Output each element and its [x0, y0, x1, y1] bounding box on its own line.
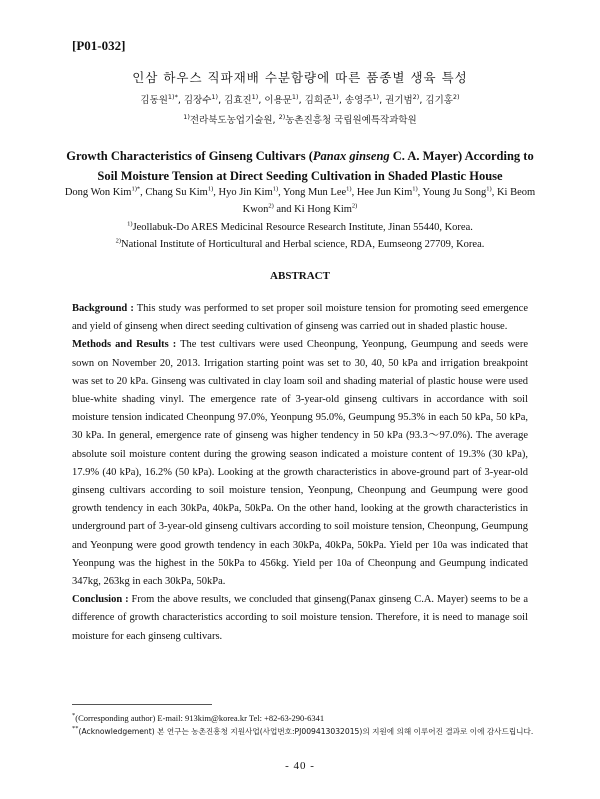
paragraph-label: Methods and Results : [72, 339, 177, 351]
footnote-text: (Corresponding author) E-mail: 913kim@korea.kr Tel: +82-63-290-6341 [75, 713, 325, 723]
ko-author-sup: 1) [211, 92, 219, 101]
ko-affil-sup: 1) [183, 112, 190, 121]
ko-author-name: 김장수 [183, 95, 212, 106]
en-author-sup: 1) [486, 185, 492, 193]
footnote [72, 725, 542, 738]
en-author-name: Ki Hong Kim [294, 204, 352, 215]
en-author-sup: 1)* [131, 185, 141, 193]
en-affil-sup: 1) [127, 220, 133, 228]
english-affiliations [60, 219, 540, 253]
en-author-name: Hee Jun Kim [356, 187, 413, 198]
paragraph-label: Background : [72, 303, 134, 314]
en-author-sup: 1) [207, 185, 214, 193]
en-author-name: Dong Won Kim [64, 187, 132, 198]
english-title-part1: Growth Characteristics of Ginseng Cultivars ( [66, 149, 313, 163]
ko-affil-text: 전라북도농업기술원 [189, 115, 273, 126]
korean-authors: 김동원$^{1)*}$, 김장수$^{1)}$, 김효진$^{1)}$, 이용문$^{1)}$, 김희준$^{1)}$, 송영주$^{1)}$, 권기범$^{2)}$, 김기홍$^{2)}$ [140, 92, 460, 106]
page-number: - 40 - [285, 760, 315, 772]
ko-author-sup: 1) [291, 92, 299, 101]
ko-author-sup: 1) [251, 92, 259, 101]
korean-title: 인삼 하우스 직파재배 수분함량에 따른 품종별 생육 특성 [132, 70, 468, 85]
footnote-text: (Acknowledgement) 본 연구는 농촌진흥청 지원사업(사업번호:PJ009413032015)의 지원에 의해 이루어진 결과로 이에 감사드립니다. [78, 727, 534, 736]
footnote [72, 712, 542, 725]
abstract-code: [P01-032] [72, 38, 126, 53]
ko-author-sup: 1) [372, 92, 380, 101]
en-author-name: Chang Su Kim [145, 187, 208, 198]
en-affil-text: Jeollabuk-Do ARES Medicinal Resource Research Institute, Jinan 55440, Korea. [132, 222, 473, 233]
en-author-name: Young Ju Song [422, 187, 487, 198]
paragraph-text: This study was performed to set proper soil moisture tension for promoting seed emergence and yield of ginseng when direct seeding cultivation of ginseng was carried out in shaded plastic house. [72, 303, 528, 333]
footnotes [72, 712, 542, 738]
en-author-name: Yong Mun Lee [283, 187, 347, 198]
ko-author-name: 김희준 [304, 95, 333, 106]
abstract-paragraph [72, 591, 528, 646]
en-author-name: Ki Beom Kwon [242, 187, 536, 215]
en-author-sup: 2) [351, 202, 358, 210]
ko-author-name: 김기홍 [425, 95, 453, 106]
english-title [60, 146, 540, 186]
footnote-mark: * [72, 712, 76, 720]
korean-affiliations: $^{1)}$전라북도농업기술원, $^{2)}$농촌진흥청 국립원예특작과학원 [183, 112, 417, 126]
paragraph-label: Conclusion : [72, 594, 129, 606]
en-author-name: Hyo Jin Kim [218, 187, 273, 198]
ko-author-name: 권기범 [385, 95, 413, 106]
en-author-sup: 2) [268, 202, 274, 210]
footnote-divider [72, 704, 212, 705]
ko-author-sup: 1)* [167, 92, 178, 101]
ko-author-sup: 2) [452, 92, 460, 101]
ko-author-name: 김동원 [140, 95, 168, 106]
en-affil-sup: 2) [115, 237, 122, 245]
abstract-heading: ABSTRACT [270, 270, 330, 282]
paragraph-text: The test cultivars were used Cheonpung, Yeonpung, Geumpung and seeds were sown on November 20, 2013. Irrigation starting point was set to 30, 40, 50 kPa and irrigation breakpoint was set to 20 kPa. Ginseng was cultivated in clay loam soil and shading material of plastic house were used blue-white shading vinyl. The emergence rate of 3-year-old ginseng cultivars in accordance with soil moisture tension indicated Cheonpung 97.0%, Yeonpung 95.0%, Geumpung 95.3% in each 50 kPa, 50 kPa, 30 kPa. In general, emergence rate of ginseng was higher tendency in 50 kPa (93.3～97.0%). The average absolute soil moisture content during the growing season indicated a moisture content of 19.3% (30 kPa), 17.9% (40 kPa), 16.2% (50 kPa). Looking at the growth characteristics in above-ground part of 3-year-old ginseng cultivars according to soil moisture tension, Yeonpung, Cheonpung and Geumpung were good growth tendency in each 30kPa, 40kPa, 50kPa. On the other hand, looking at the growth characteristics in underground part of 3-year-old ginseng cultivars according to soil moisture tension, Cheonpung, Geumpung and Yeonpung were good growth tendency in each 30kPa, 40kPa, 50kPa. Yield per 10a was indicated that Yeonpung was the highest in the 50kPa to 456kg. Yield per 10a of Cheonpung and Geumpung indicated 347kg, 263kg in each 30kPa, 50kPa. [72, 339, 528, 588]
en-author-sup: 1) [272, 185, 279, 193]
en-affil-line [60, 219, 540, 236]
en-affil-line [60, 236, 540, 253]
ko-author-name: 김효진 [224, 95, 252, 106]
footnote-mark: ** [72, 725, 79, 733]
ko-author-sup: 1) [332, 92, 339, 101]
ko-author-sup: 2) [412, 92, 420, 101]
en-author-sup: 1) [346, 185, 352, 193]
abstract-paragraph [72, 300, 528, 336]
en-author-sup: 1) [412, 185, 418, 193]
english-title-part2: C. A. Mayer) According to Soil Moisture Tension at Direct Seeding Cultivation in Shaded Plastic House [97, 149, 534, 183]
en-affil-text: National Institute of Horticultural and Herbal science, RDA, Eumseong 27709, Korea. [121, 239, 485, 250]
ko-author-name: 송영주 [344, 95, 373, 106]
ko-author-name: 이용문 [264, 95, 292, 106]
english-title-species: Panax ginseng [312, 149, 390, 163]
abstract-body [72, 300, 528, 646]
english-authors: Dong Won Kim$^{1)*}$, Chang Su Kim$^{1)}$, Hyo Jin Kim$^{1)}$, Yong Mun Lee$^{1)}$, Hee Jun Kim$^{1)}$, Young Ju Song$^{1)}$, Ki Beom Kwon$^{2)}$ and Ki Hong Kim$^{2)}$ [64, 185, 536, 215]
paragraph-text: From the above results, we concluded that ginseng(Panax ginseng C.A. Mayer) seems to be a difference of growth characteristics according to soil moisture tension. Therefore, it is need to manage soil moisture for each ginseng cultivars. [72, 594, 528, 642]
abstract-paragraph [72, 336, 528, 591]
ko-affil-text: 농촌진흥청 국립원예특작과학원 [285, 115, 417, 126]
ko-affil-sup: 2) [278, 112, 286, 121]
